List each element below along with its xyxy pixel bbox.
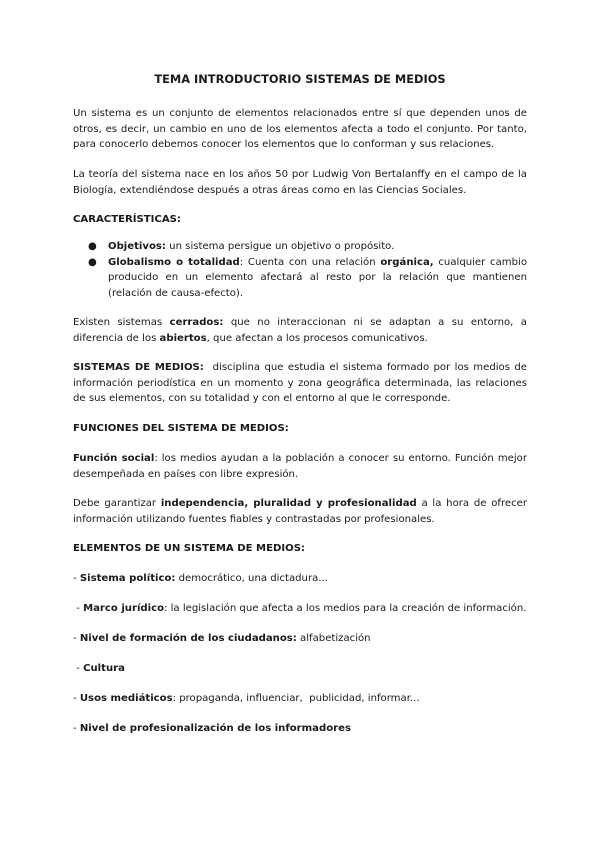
bullet-icon: ●	[88, 256, 97, 268]
term: Globalismo o totalidad	[108, 256, 240, 268]
term: SISTEMAS DE MEDIOS:	[73, 362, 204, 373]
element-item	[73, 691, 527, 707]
term-cerrados: cerrados:	[169, 317, 224, 328]
term: Nivel de profesionalización de los informadores	[79, 723, 351, 734]
text: disciplina que estudia el sistema formado por los medios de información periodística en un momento y zona geográfica determinada, las relaciones de sus elementos, con su totalidad y con el entorno al que le corresponde.	[73, 362, 531, 404]
text: a la hora de ofrecer información utilizando fuentes fiables y contrastadas por profesionales.	[73, 498, 527, 525]
text: : propaganda, influenciar, publicidad, informar...	[172, 693, 420, 704]
term: independencia, pluralidad y profesionalidad	[160, 498, 417, 509]
element-item	[73, 571, 527, 587]
text: , que afectan a los procesos comunicativos.	[206, 332, 428, 344]
element-item	[73, 661, 527, 677]
term: Marco jurídico	[83, 603, 165, 614]
elements-heading: ELEMENTOS DE UN SISTEMA DE MEDIOS:	[73, 543, 305, 554]
characteristics-heading: CARACTERÍSTICAS:	[73, 214, 181, 225]
text: : los medios ayudan a la población a conocer su entorno. Función mejor desempeñada en países con libre expresión.	[73, 453, 527, 480]
text: alfabetización	[296, 633, 371, 644]
term: Cultura	[83, 663, 125, 674]
functions-heading: FUNCIONES DEL SISTEMA DE MEDIOS:	[73, 423, 289, 434]
term: Nivel de formación de los ciudadanos:	[79, 633, 297, 644]
term-emphasis: orgánica,	[380, 256, 434, 268]
term: Sistema político:	[79, 573, 176, 584]
dash: -	[73, 693, 80, 704]
dash: -	[73, 573, 80, 584]
element-item	[73, 601, 527, 617]
term: Objetivos:	[108, 241, 166, 252]
text: que no interaccionan ni se adaptan a su entorno, a diferencia de los	[73, 317, 527, 344]
system-types-paragraph	[73, 315, 527, 346]
term: Función social	[73, 453, 155, 464]
characteristics-list	[73, 239, 527, 301]
term-abiertos: abiertos	[159, 332, 207, 344]
dash: -	[73, 663, 84, 674]
dash: -	[73, 603, 84, 614]
item-text: un sistema persigue un objetivo o propósito.	[165, 241, 395, 252]
item-text: cualquier cambio producido en un elemento afectará al resto por la relación que mantienen (relación de causa-efecto).	[108, 256, 528, 299]
text: Existen sistemas	[73, 317, 170, 328]
list-item	[73, 239, 527, 255]
bullet-icon: ●	[88, 241, 97, 252]
page-title: TEMA INTRODUCTORIO SISTEMAS DE MEDIOS	[154, 72, 446, 86]
dash: -	[73, 633, 80, 644]
theory-paragraph: La teoría del sistema nace en los años 50 por Ludwig Von Bertalanffy en el campo de la Biología, extendiéndose después a otras áreas como en las Ciencias Sociales.	[73, 169, 527, 196]
text: Debe garantizar	[73, 498, 161, 509]
element-item	[73, 721, 527, 737]
social-function-paragraph	[73, 451, 527, 482]
dash: -	[73, 723, 80, 734]
element-item	[73, 631, 527, 647]
intro-paragraph: Un sistema es un conjunto de elementos relacionados entre sí que dependen unos de otros, es decir, un cambio en uno de los elementos afecta a todo el conjunto. Por tanto, para conocerlo debemos conocer los elementos que lo conforman y sus relaciones.	[73, 108, 527, 150]
guarantee-paragraph	[73, 496, 527, 527]
media-systems-paragraph	[73, 360, 531, 407]
item-text: : Cuenta con una relación	[239, 256, 381, 268]
list-item	[73, 255, 527, 302]
text: democrático, una dictadura...	[175, 573, 328, 584]
term: Usos mediáticos	[79, 693, 173, 704]
text: : la legislación que afecta a los medios para la creación de información.	[164, 603, 527, 614]
